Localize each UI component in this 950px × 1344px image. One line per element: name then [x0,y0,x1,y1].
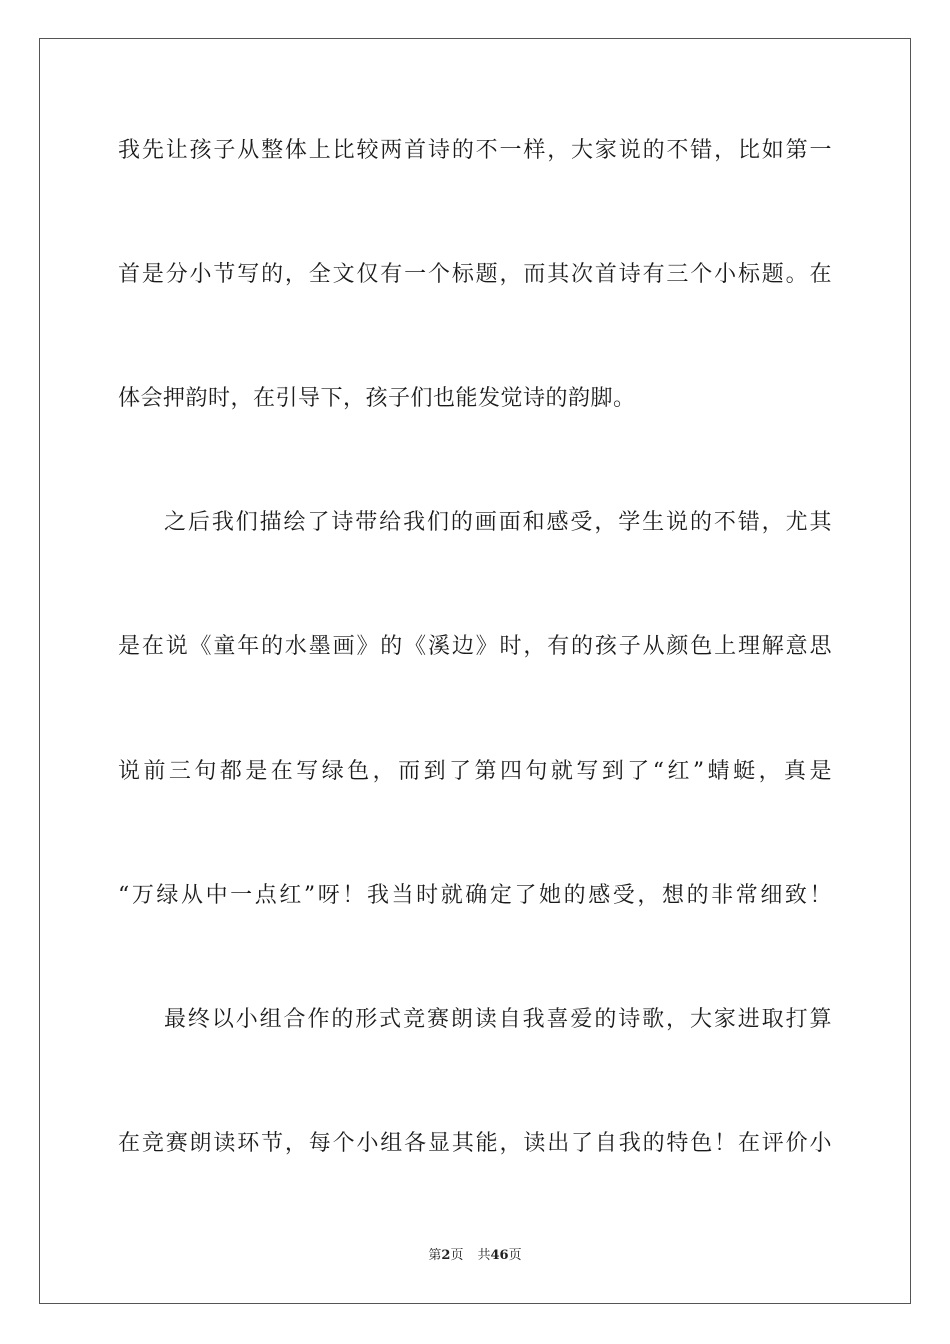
page-suffix: 页 [450,1248,464,1263]
page-footer [0,1247,950,1265]
text-line-8: 最终以小组合作的形式竞赛朗读自我喜爱的诗歌，大家进取打算 [164,1007,832,1032]
current-page-number: 2 [441,1248,451,1263]
text-line-7: “万绿从中一点红”呀！我当时就确定了她的感受，想的非常细致！ [118,883,832,908]
page-prefix: 第 [428,1248,442,1263]
text-line-2: 首是分小节写的，全文仅有一个标题，而其次首诗有三个小标题。在 [118,262,832,287]
text-line-9: 在竞赛朗读环节，每个小组各显其能，读出了自我的特色！在评价小 [118,1131,832,1156]
text-line-4: 之后我们描绘了诗带给我们的画面和感受，学生说的不错，尤其 [164,510,832,535]
text-line-6: 说前三句都是在写绿色，而到了第四句就写到了“红”蜻蜓，真是 [118,759,832,784]
text-line-3: 体会押韵时，在引导下，孩子们也能发觉诗的韵脚。 [118,386,636,411]
total-suffix: 页 [508,1248,522,1263]
page-border [39,38,911,1304]
text-line-1: 我先让孩子从整体上比较两首诗的不一样，大家说的不错，比如第一 [118,138,832,163]
text-line-5: 是在说《童年的水墨画》的《溪边》时，有的孩子从颜色上理解意思 [118,634,832,659]
total-page-number: 46 [490,1248,509,1263]
total-prefix: 共 [477,1248,491,1263]
